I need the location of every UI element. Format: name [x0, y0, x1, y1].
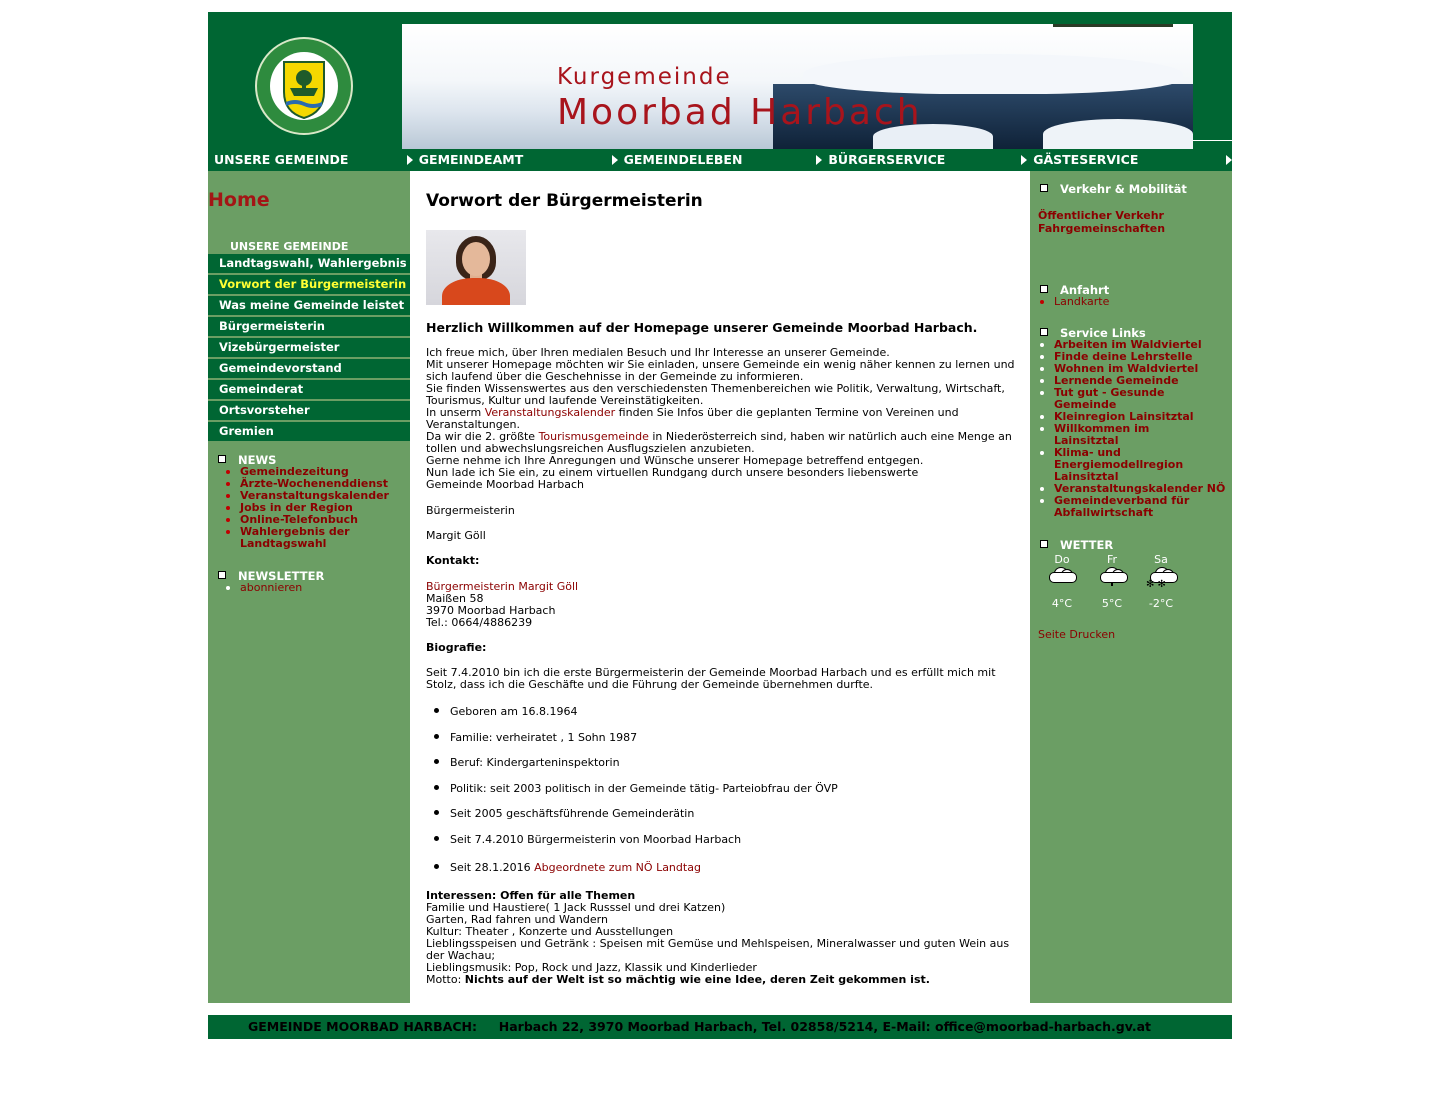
- weather-day: Fr: [1106, 553, 1118, 566]
- contact-street: Maißen 58: [426, 592, 484, 605]
- service-link[interactable]: Gemeindeverband für Abfallwirtschaft: [1036, 495, 1224, 519]
- sidebar-item-vorwort[interactable]: Vorwort der Bürgermeisterin: [208, 275, 410, 294]
- page-title: Vorwort der Bürgermeisterin: [426, 191, 703, 211]
- contact-block: [426, 581, 1016, 629]
- landtag-link[interactable]: Abgeordnete zum NÖ Landtag: [534, 860, 701, 874]
- sidebar-item-buergermeisterin[interactable]: Bürgermeisterin: [208, 317, 410, 336]
- bio-text-part: Seit 28.1.2016: [450, 860, 535, 874]
- interests-line: Kultur: Theater , Konzerte und Ausstellungen: [426, 925, 674, 938]
- portrait-body: [442, 278, 510, 305]
- service-links: [1036, 339, 1232, 519]
- header: [208, 12, 1232, 149]
- page-section-title: Home: [208, 189, 270, 211]
- contact-mayor-link[interactable]: Bürgermeisterin Margit Göll: [426, 580, 579, 593]
- nav-label: BÜRGERSERVICE: [828, 152, 946, 167]
- arrow-right-icon: [1226, 155, 1232, 165]
- service-link[interactable]: Willkommen im Lainsitztal: [1036, 423, 1184, 447]
- carpool-link[interactable]: Fahrgemeinschaften: [1038, 222, 1166, 235]
- weather-day: Do: [1054, 553, 1070, 566]
- intro-line: [426, 431, 1016, 455]
- nav-gemeindeleben[interactable]: [618, 149, 823, 171]
- nav-gemeindeamt[interactable]: [413, 149, 618, 171]
- news-link-gemeindezeitung[interactable]: Gemeindezeitung: [222, 466, 410, 478]
- municipal-coat-of-arms-icon[interactable]: [254, 36, 354, 136]
- sidebar-item-landtagswahl[interactable]: Landtagswahl, Wahlergebnis: [208, 254, 410, 273]
- left-section-title: UNSERE GEMEINDE: [230, 240, 349, 253]
- print-page-link[interactable]: Seite Drucken: [1038, 628, 1116, 641]
- signature-role: Bürgermeisterin: [426, 504, 515, 517]
- tourismusgemeinde-link[interactable]: Tourismusgemeinde: [538, 430, 649, 443]
- sidebar-item-gemeindevorstand[interactable]: Gemeindevorstand: [208, 359, 410, 378]
- snow-icon: ✻ ✻: [1150, 567, 1176, 581]
- service-link[interactable]: Arbeiten im Waldviertel: [1036, 339, 1232, 351]
- banner-snow: [1043, 119, 1193, 149]
- list-item: [426, 861, 838, 887]
- anfahrt-title: Anfahrt: [1060, 283, 1110, 297]
- list-item: Politik: seit 2003 politisch in der Gemeinde tätig- Parteiobfrau der ÖVP: [426, 782, 838, 808]
- service-link[interactable]: Tut gut - Gesunde Gemeinde: [1036, 387, 1204, 411]
- contact-label: Kontakt:: [426, 554, 480, 567]
- header-banner: [402, 24, 1193, 149]
- news-link-jobs[interactable]: Jobs in der Region: [222, 502, 410, 514]
- interests-line: Lieblingsspeisen und Getränk : Speisen mit Gemüse und Mehlspeisen, Mineralwasser und guten Wein aus der Wachau;: [426, 937, 1010, 962]
- weather-temp: 4°C: [1051, 597, 1073, 610]
- left-menu: [208, 254, 410, 443]
- newsletter-list: [222, 582, 302, 594]
- motto-label: Motto:: [426, 973, 465, 986]
- weather-temp: -2°C: [1148, 597, 1174, 610]
- intro-line: Sie finden Wissenswertes aus den verschiedensten Themenbereichen wie Politik, Verwaltung, Wirtschaft, Tourismus, Kultur und laufende Vereinstätigkeiten.: [426, 382, 1005, 407]
- weather-heading: [1040, 538, 1113, 552]
- intro-line: Gerne nehme ich Ihre Anregungen und Wünsche unserer Homepage betreffend entgegen.: [426, 454, 924, 467]
- motto-text: Nichts auf der Welt ist so mächtig wie eine Idee, deren Zeit gekommen ist.: [464, 973, 930, 986]
- intro-line: [426, 407, 1016, 431]
- intro-text-part: finden Sie Infos über die geplanten Termine von Vereinen und Veranstaltungen.: [426, 406, 959, 431]
- sidebar-item-vizebuergermeister[interactable]: Vizebürgermeister: [208, 338, 410, 357]
- contact-phone: Tel.: 0664/4886239: [426, 616, 533, 629]
- public-transport-link[interactable]: Öffentlicher Verkehr: [1038, 209, 1164, 222]
- nav-label: GÄSTESERVICE: [1033, 152, 1139, 167]
- intro-text: [426, 347, 1016, 491]
- page: [208, 12, 1232, 1039]
- left-sidebar: [208, 171, 410, 1003]
- sidebar-item-ortsvorsteher[interactable]: Ortsvorsteher: [208, 401, 410, 420]
- banner-title-line1: Kurgemeinde: [557, 64, 732, 90]
- bio-text: Seit 7.4.2010 bin ich die erste Bürgermeisterin der Gemeinde Moorbad Harbach und es erfüllt mich mit Stolz, dass ich die Geschäfte und die Führung der Gemeinde übernehmen durfte.: [426, 666, 996, 691]
- intro-text-part: in Niederösterreich sind, haben wir natürlich auch eine Menge an tollen und abwechslungsreichen Ausflugszielen anzubieten.: [426, 430, 1012, 455]
- weather-day: Sa: [1154, 553, 1168, 566]
- list-item: Seit 2005 geschäftsführende Gemeinderätin: [426, 807, 838, 833]
- square-bullet-icon: [1040, 328, 1048, 336]
- header-divider: [1193, 140, 1232, 141]
- banner-title-line2: Moorbad Harbach: [557, 92, 923, 133]
- signature-name: Margit Göll: [426, 529, 486, 542]
- nav-label: UNSERE GEMEINDE: [214, 152, 349, 167]
- map-link[interactable]: Landkarte: [1036, 296, 1109, 308]
- nav-gaesteservice[interactable]: [1027, 149, 1232, 171]
- interests-line: Lieblingsmusik: Pop, Rock und Jazz, Klassik und Kinderlieder: [426, 961, 757, 974]
- list-item: Geboren am 16.8.1964: [426, 705, 838, 731]
- content-area: [410, 171, 1030, 1003]
- square-bullet-icon: [218, 571, 226, 579]
- bio-list: [426, 705, 838, 886]
- newsletter-title: NEWSLETTER: [238, 569, 325, 583]
- cloudy-icon: [1049, 567, 1075, 581]
- service-link[interactable]: Veranstaltungskalender NÖ: [1036, 483, 1232, 495]
- bio-label: Biografie:: [426, 641, 487, 654]
- footer-contact: GEMEINDE MOORBAD HARBACH: Harbach 22, 3970 Moorbad Harbach, Tel. 02858/5214, E-Mail: office@moorbad-harbach.gv.at: [248, 1019, 1151, 1034]
- news-link-wahlergebnis[interactable]: Wahlergebnis der Landtagswahl: [222, 526, 360, 550]
- light-rain-icon: [1100, 567, 1126, 581]
- anfahrt-list: [1036, 296, 1109, 308]
- sidebar-item-gremien[interactable]: Gremien: [208, 422, 410, 441]
- traffic-title: Verkehr & Mobilität: [1060, 182, 1187, 196]
- nav-label: GEMEINDEAMT: [418, 152, 524, 167]
- top-navigation: [208, 149, 1232, 171]
- intro-line: Gemeinde Moorbad Harbach: [426, 478, 585, 491]
- interests-line: Garten, Rad fahren und Wandern: [426, 913, 608, 926]
- service-link[interactable]: Lernende Gemeinde: [1036, 375, 1232, 387]
- portrait-face: [462, 242, 490, 276]
- traffic-heading: [1040, 182, 1187, 196]
- nav-label: GEMEINDELEBEN: [623, 152, 743, 167]
- news-title: NEWS: [238, 453, 277, 467]
- square-bullet-icon: [1040, 184, 1048, 192]
- mayor-portrait: [426, 230, 526, 305]
- welcome-heading: Herzlich Willkommen auf der Homepage unserer Gemeinde Moorbad Harbach.: [426, 320, 978, 335]
- sidebar-item-was-meine-gemeinde-leistet[interactable]: Was meine Gemeinde leistet: [208, 296, 410, 315]
- service-link[interactable]: Wohnen im Waldviertel: [1036, 363, 1232, 375]
- intro-line: Ich freue mich, über Ihren medialen Besuch und Ihr Interesse an unserer Gemeinde.: [426, 346, 890, 359]
- footer: [208, 1015, 1232, 1039]
- main: [208, 171, 1232, 1003]
- weather-temp: 5°C: [1101, 597, 1123, 610]
- service-link[interactable]: Finde deine Lehrstelle: [1036, 351, 1232, 363]
- news-link-telefonbuch[interactable]: Online-Telefonbuch: [222, 514, 410, 526]
- news-list: [222, 466, 410, 550]
- newsletter-subscribe-link[interactable]: abonnieren: [222, 582, 302, 594]
- intro-line: Mit unserer Homepage möchten wir Sie einladen, unsere Gemeinde ein wenig näher kennen zu lernen und sich laufend über die Geschehnisse in der Gemeinde zu informieren.: [426, 358, 1015, 383]
- service-title: Service Links: [1060, 326, 1146, 340]
- motto-line: [426, 974, 1016, 986]
- nav-buergerservice[interactable]: [822, 149, 1027, 171]
- sidebar-item-gemeinderat[interactable]: Gemeinderat: [208, 380, 410, 399]
- contact-city: 3970 Moorbad Harbach: [426, 604, 556, 617]
- news-link-veranstaltungskalender[interactable]: Veranstaltungskalender: [222, 490, 410, 502]
- list-item: Beruf: Kindergarteninspektorin: [426, 756, 838, 782]
- intro-text-part: In unserm: [426, 406, 485, 419]
- list-item: Seit 7.4.2010 Bürgermeisterin von Moorbad Harbach: [426, 833, 838, 861]
- square-bullet-icon: [218, 455, 226, 463]
- intro-text-part: Da wir die 2. größte: [426, 430, 539, 443]
- list-item: Familie: verheiratet , 1 Sohn 1987: [426, 731, 838, 757]
- square-bullet-icon: [1040, 540, 1048, 548]
- intro-line: Nun lade ich Sie ein, zu einem virtuellen Rundgang durch unsere besonders liebenswerte: [426, 466, 919, 479]
- service-link[interactable]: Kleinregion Lainsitztal: [1036, 411, 1232, 423]
- right-sidebar: [1030, 171, 1232, 1003]
- interests-block: [426, 890, 1016, 986]
- traffic-links: [1038, 209, 1165, 235]
- news-link-aerzte[interactable]: Ärzte-Wochenenddienst: [222, 478, 410, 490]
- square-bullet-icon: [1040, 285, 1048, 293]
- nav-unsere-gemeinde[interactable]: [208, 149, 413, 171]
- weather-title: WETTER: [1060, 538, 1114, 552]
- interests-label: Interessen: Offen für alle Themen: [426, 889, 636, 902]
- interests-line: Familie und Haustiere( 1 Jack Russsel und drei Katzen): [426, 901, 726, 914]
- veranstaltungskalender-link[interactable]: Veranstaltungskalender: [484, 406, 616, 419]
- service-link[interactable]: Klima- und Energiemodellregion Lainsitztal: [1036, 447, 1204, 483]
